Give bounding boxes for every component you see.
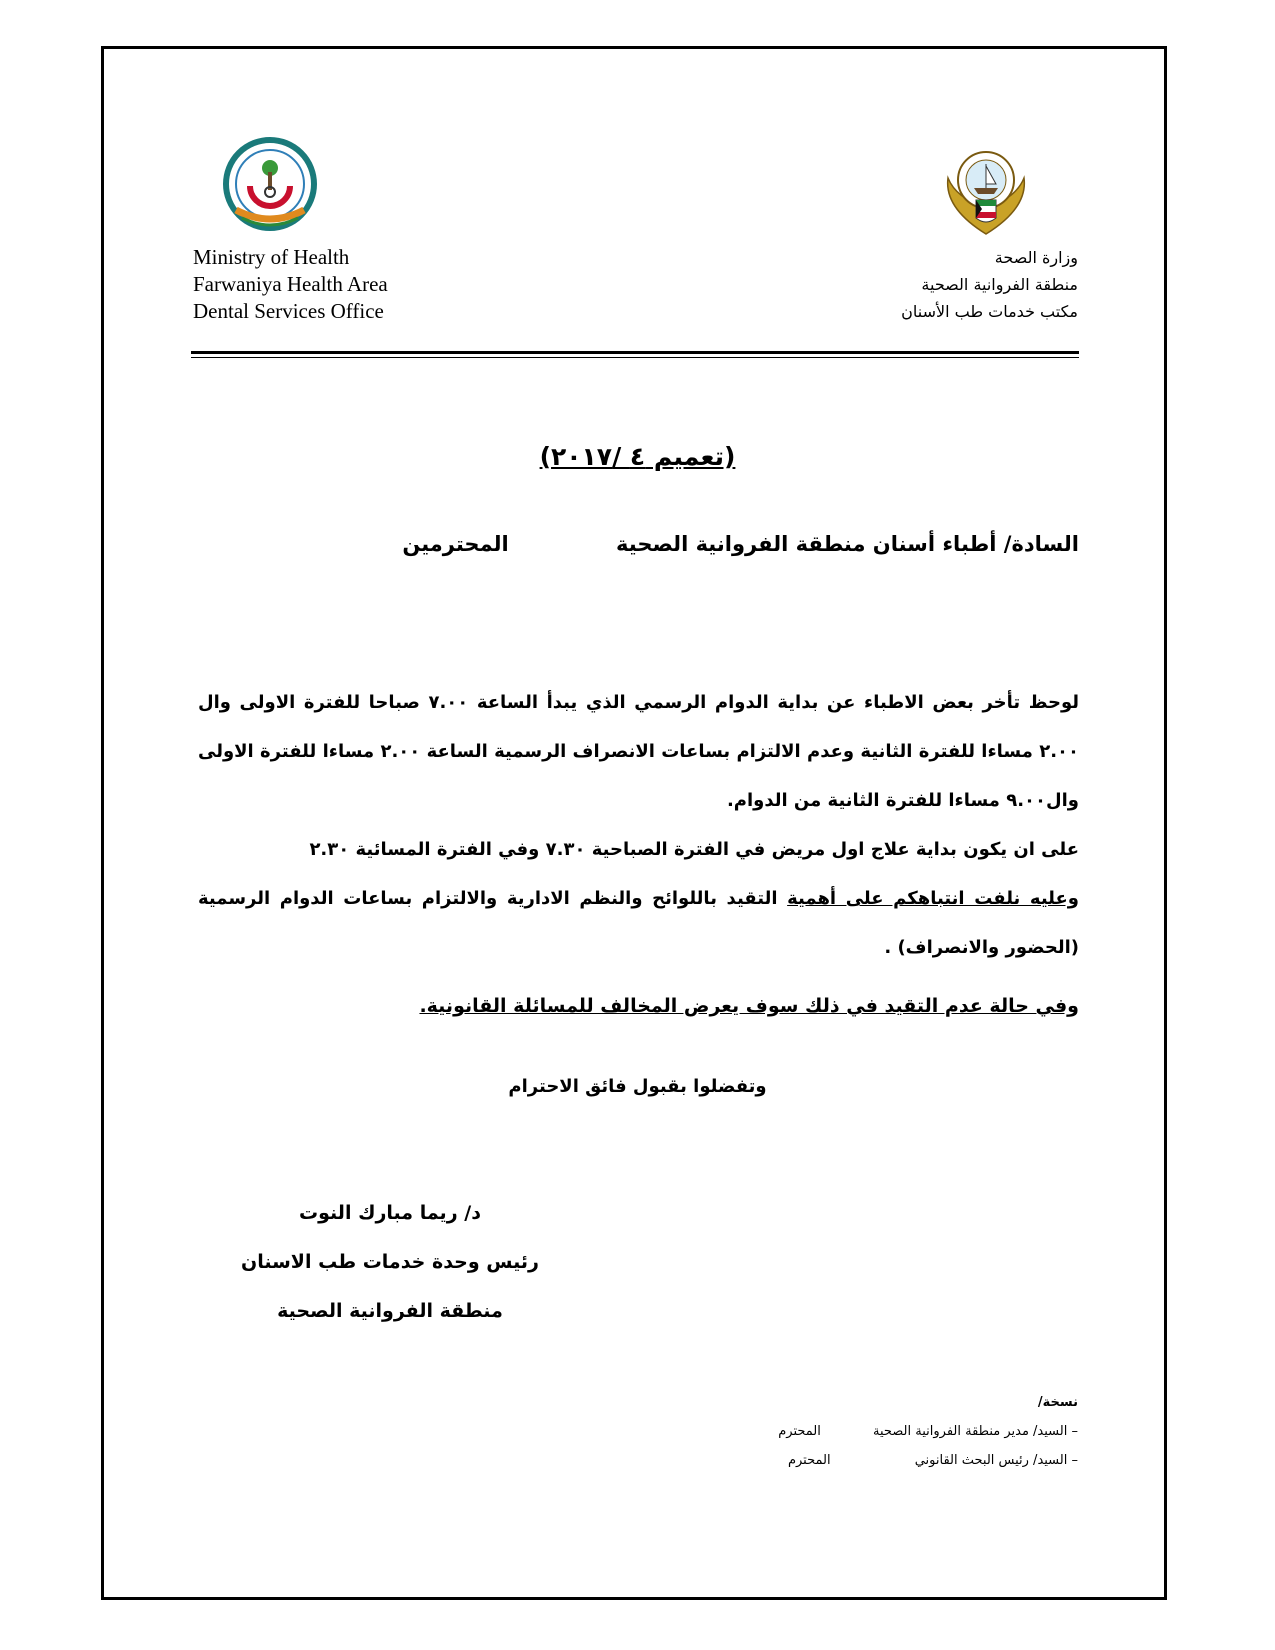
paragraph-compliance (198, 874, 1079, 972)
arabic-letterhead (901, 244, 1078, 325)
signature-block (240, 1189, 540, 1336)
header-rule-thin (191, 357, 1079, 358)
warning-text: وفي حالة عدم التقيد في ذلك سوف يعرض المخالف للمسائلة القانونية. (419, 995, 1079, 1017)
english-ministry: Ministry of Health (193, 245, 350, 269)
signatory-org: منطقة الفروانية الصحية (277, 1300, 503, 1322)
addressee-respect: المحترمين (402, 532, 509, 556)
english-area: Farwaniya Health Area (193, 272, 388, 296)
farwaniya-health-logo (222, 136, 318, 232)
copy-item: – السيد/ رئيس البحث القانوني المحترم (787, 1453, 1078, 1468)
compliance-rest: التقيد باللوائح والنظم الادارية والالتزام بساعات الدوام الرسمية (الحضور والانصراف) . (198, 888, 1079, 958)
copy-heading: نسخة/ (1037, 1395, 1078, 1410)
signatory-title: رئيس وحدة خدمات طب الاسنان (241, 1251, 539, 1273)
addressee (179, 532, 1079, 556)
copy-list (778, 1388, 1078, 1475)
body-text (198, 678, 1079, 972)
english-letterhead (193, 244, 388, 325)
paragraph-lateness: لوحظ تأخر بعض الاطباء عن بداية الدوام الرسمي الذي يبدأ الساعة ٧.٠٠ صباحا للفترة الاولى وال ٢.٠٠ مساءا للفترة الثانية وعدم الالتزام بساعات الانصراف الرسمية الساعة ٢.٠٠ مساءا للفترة الاولى وال٩.٠٠ مساءا للفترة الثانية من الدوام. (198, 692, 1079, 811)
kuwait-emblem (936, 138, 1036, 238)
paragraph-first-patient: على ان يكون بداية علاج اول مريض في الفترة الصباحية ٧.٣٠ وفي الفترة المسائية ٢.٣٠ (309, 839, 1079, 860)
copy-item: – السيد/ مدير منطقة الفروانية الصحية المحترم (778, 1424, 1078, 1439)
closing-text: وتفضلوا بقبول فائق الاحترام (508, 1076, 767, 1097)
addressee-to: السادة/ أطباء أسنان منطقة الفروانية الصحية (616, 532, 1079, 556)
arabic-area: منطقة الفروانية الصحية (921, 275, 1078, 294)
compliance-underlined: وعليه نلفت انتباهكم على أهمية (787, 888, 1079, 909)
header-rule-thick (191, 351, 1079, 354)
arabic-office: مكتب خدمات طب الأسنان (901, 302, 1078, 321)
english-office: Dental Services Office (193, 299, 384, 323)
arabic-ministry: وزارة الصحة (994, 248, 1078, 267)
circular-title: (تعميم ٤ /٢٠١٧) (539, 442, 736, 471)
signatory-name: د/ ريما مبارك النوت (299, 1202, 481, 1224)
